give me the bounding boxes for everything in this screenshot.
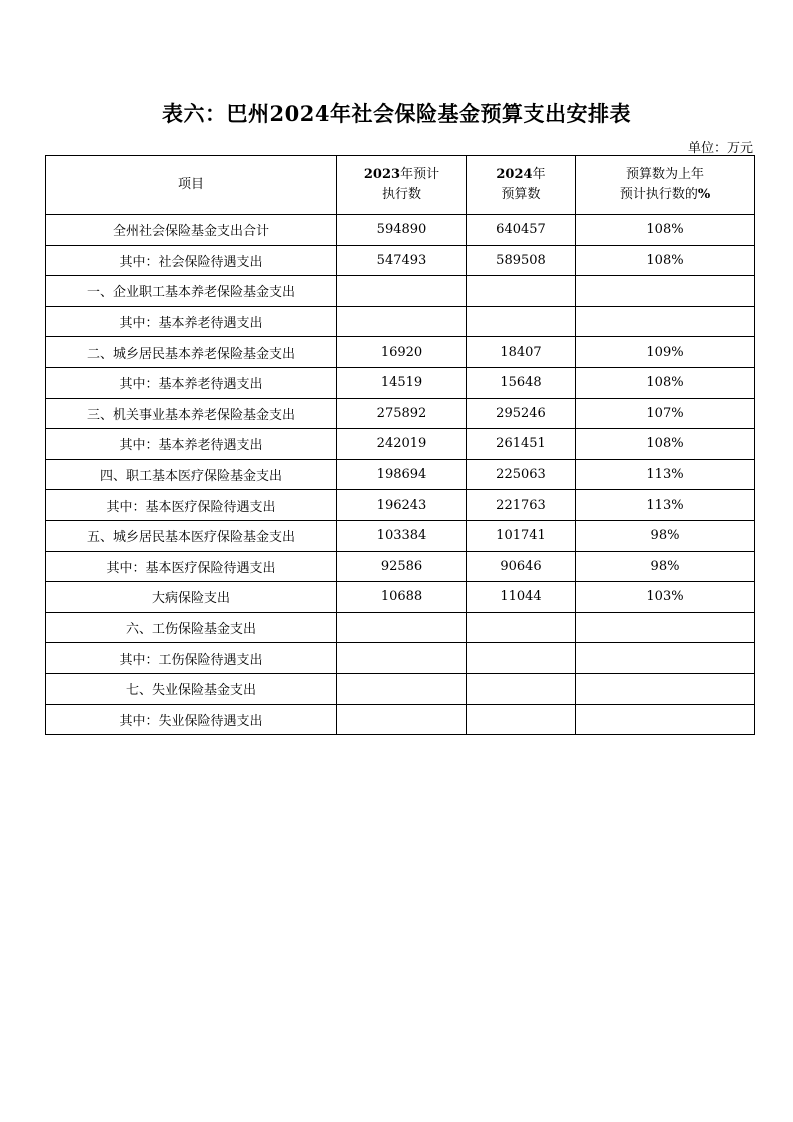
header-budget-year: 2024 (496, 167, 533, 182)
cell-ratio (576, 306, 755, 337)
cell-ratio: 108% (576, 367, 755, 398)
table-row (46, 551, 755, 582)
header-item (46, 156, 337, 215)
cell-exec-2023: 594890 (337, 215, 467, 246)
table-header-row (46, 156, 755, 215)
cell-item: 其中：基本医疗保险待遇支出 (46, 551, 337, 582)
header-ratio-line2: 预计执行数的 (619, 187, 698, 202)
cell-exec-2023 (337, 306, 467, 337)
cell-budget-2024 (467, 704, 576, 735)
header-item-label: 项目 (177, 177, 204, 192)
table-body (46, 215, 755, 735)
table-row (46, 367, 755, 398)
cell-exec-2023: 196243 (337, 490, 467, 521)
table-row (46, 459, 755, 490)
cell-item: 四、职工基本医疗保险基金支出 (46, 459, 337, 490)
cell-ratio (576, 704, 755, 735)
cell-exec-2023: 547493 (337, 245, 467, 276)
cell-ratio: 109% (576, 337, 755, 368)
cell-ratio: 113% (576, 459, 755, 490)
cell-ratio: 108% (576, 245, 755, 276)
table-row (46, 582, 755, 613)
cell-ratio: 103% (576, 582, 755, 613)
unit-label: 单位：万元 (687, 141, 753, 156)
cell-item: 三、机关事业基本养老保险基金支出 (46, 398, 337, 429)
header-ratio-pct: % (697, 187, 711, 202)
cell-budget-2024: 101741 (467, 520, 576, 551)
cell-ratio (576, 643, 755, 674)
cell-item: 五、城乡居民基本医疗保险基金支出 (46, 520, 337, 551)
table-row (46, 337, 755, 368)
cell-ratio: 107% (576, 398, 755, 429)
table-row (46, 276, 755, 307)
table-row (46, 215, 755, 246)
cell-item: 其中：失业保险待遇支出 (46, 704, 337, 735)
cell-item: 全州社会保险基金支出合计 (46, 215, 337, 246)
cell-budget-2024: 221763 (467, 490, 576, 521)
header-exec-year: 2023 (363, 167, 401, 182)
cell-exec-2023: 10688 (337, 582, 467, 613)
header-budget-line2: 预算数 (501, 187, 541, 202)
header-exec-line2: 执行数 (381, 187, 421, 202)
cell-item: 七、失业保险基金支出 (46, 673, 337, 704)
table-row (46, 490, 755, 521)
cell-budget-2024 (467, 612, 576, 643)
table-row (46, 520, 755, 551)
cell-ratio (576, 276, 755, 307)
cell-ratio (576, 612, 755, 643)
table-row (46, 245, 755, 276)
cell-exec-2023: 92586 (337, 551, 467, 582)
cell-item: 其中：工伤保险待遇支出 (46, 643, 337, 674)
cell-budget-2024 (467, 673, 576, 704)
cell-budget-2024: 18407 (467, 337, 576, 368)
cell-exec-2023 (337, 276, 467, 307)
cell-item: 二、城乡居民基本养老保险基金支出 (46, 337, 337, 368)
cell-budget-2024: 261451 (467, 429, 576, 460)
cell-budget-2024 (467, 643, 576, 674)
cell-exec-2023 (337, 643, 467, 674)
table-row (46, 643, 755, 674)
cell-ratio: 98% (576, 520, 755, 551)
cell-item: 其中：基本医疗保险待遇支出 (46, 490, 337, 521)
header-budget-rest: 年 (532, 167, 546, 182)
header-ratio (576, 156, 755, 215)
cell-budget-2024: 15648 (467, 367, 576, 398)
cell-exec-2023: 14519 (337, 367, 467, 398)
cell-budget-2024: 295246 (467, 398, 576, 429)
cell-budget-2024 (467, 276, 576, 307)
cell-exec-2023: 103384 (337, 520, 467, 551)
cell-item: 其中：基本养老待遇支出 (46, 429, 337, 460)
cell-exec-2023 (337, 673, 467, 704)
cell-exec-2023: 198694 (337, 459, 467, 490)
cell-budget-2024: 11044 (467, 582, 576, 613)
cell-exec-2023: 242019 (337, 429, 467, 460)
cell-budget-2024: 225063 (467, 459, 576, 490)
cell-item: 其中：基本养老待遇支出 (46, 306, 337, 337)
cell-exec-2023: 16920 (337, 337, 467, 368)
cell-item: 六、工伤保险基金支出 (46, 612, 337, 643)
cell-budget-2024 (467, 306, 576, 337)
cell-item: 大病保险支出 (46, 582, 337, 613)
header-exec-rest: 年预计 (400, 167, 440, 182)
header-ratio-line1: 预算数为上年 (625, 167, 704, 182)
cell-exec-2023: 275892 (337, 398, 467, 429)
cell-exec-2023 (337, 704, 467, 735)
cell-ratio (576, 673, 755, 704)
cell-budget-2024: 640457 (467, 215, 576, 246)
cell-ratio: 108% (576, 215, 755, 246)
table-row (46, 429, 755, 460)
table-row (46, 306, 755, 337)
cell-exec-2023 (337, 612, 467, 643)
page-title: 表六：巴州2024年社会保险基金预算支出安排表 (162, 101, 631, 126)
cell-item: 一、企业职工基本养老保险基金支出 (46, 276, 337, 307)
cell-item: 其中：社会保险待遇支出 (46, 245, 337, 276)
cell-budget-2024: 589508 (467, 245, 576, 276)
cell-budget-2024: 90646 (467, 551, 576, 582)
table-row (46, 612, 755, 643)
table-row (46, 704, 755, 735)
budget-table (45, 155, 755, 735)
cell-ratio: 108% (576, 429, 755, 460)
table-row (46, 398, 755, 429)
table-row (46, 673, 755, 704)
cell-item: 其中：基本养老待遇支出 (46, 367, 337, 398)
header-budget-2024 (467, 156, 576, 215)
header-exec-2023 (337, 156, 467, 215)
cell-ratio: 98% (576, 551, 755, 582)
cell-ratio: 113% (576, 490, 755, 521)
